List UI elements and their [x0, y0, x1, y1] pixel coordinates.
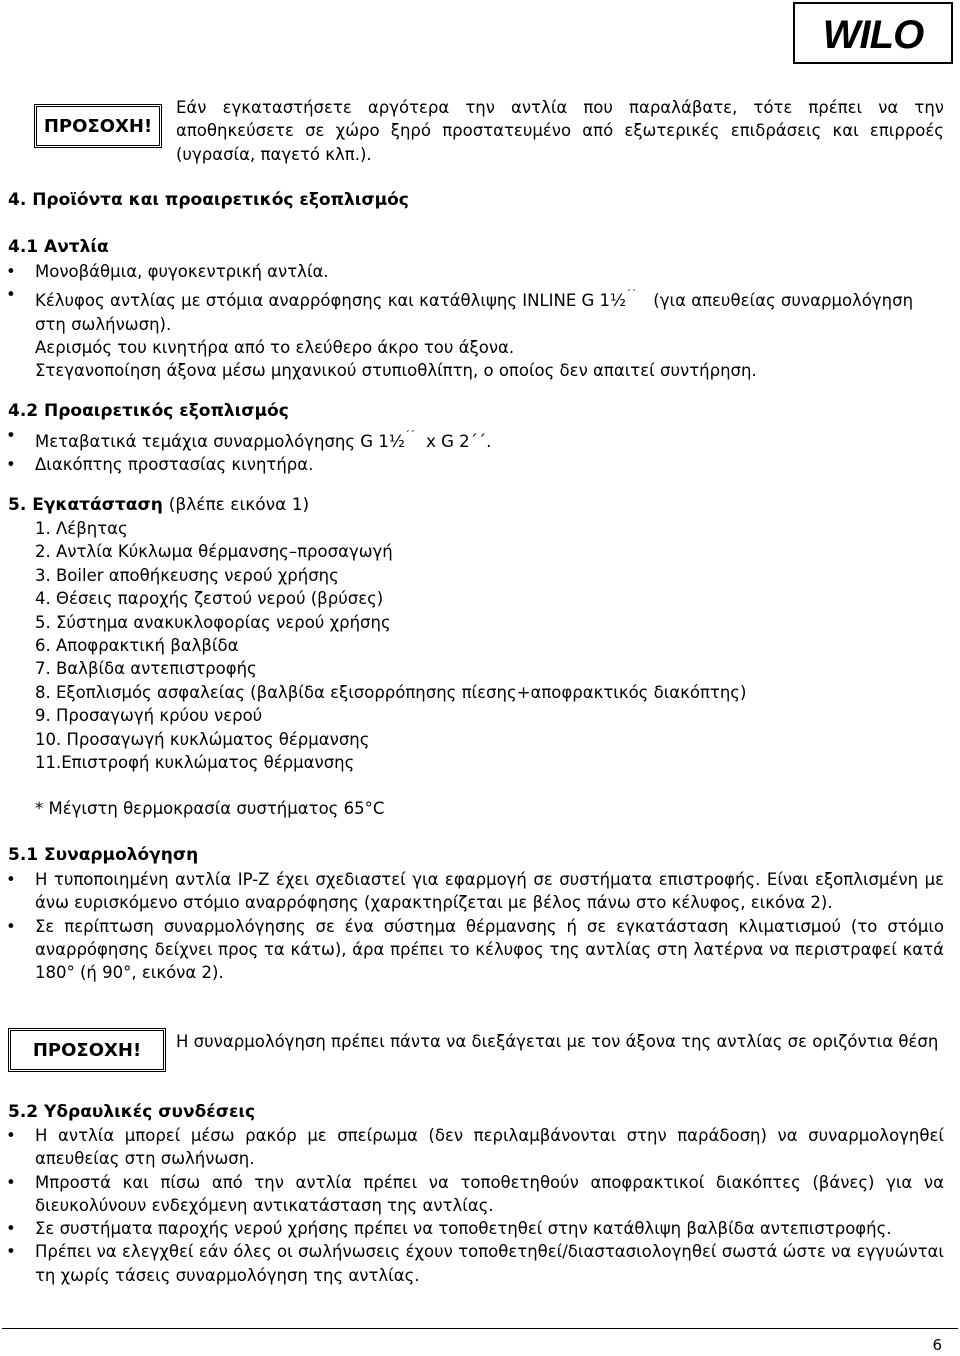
list-item: • Σε συστήματα παροχής νερού χρήσης πρέπει να τοποθετηθεί στην κατάθλιψη βαλβίδα αντεπιστροφής. — [6, 1217, 944, 1240]
list-item: 11.Επιστροφή κυκλώματος θέρμανσης — [35, 752, 355, 772]
footer-divider — [2, 1328, 958, 1329]
list-item: 10. Προσαγωγή κυκλώματος θέρμανσης — [35, 729, 370, 749]
section-5-1-body — [6, 868, 944, 984]
wilo-logo-text: WILO — [822, 13, 924, 57]
section-5-1-title: 5.1 Συναρμολόγηση — [8, 845, 199, 865]
section-4-1-title: 4.1 Αντλία — [8, 237, 109, 257]
list-item: • Διακόπτης προστασίας κινητήρα. — [6, 453, 946, 476]
section-5-title: 5. Εγκατάσταση (βλέπε εικόνα 1) — [8, 495, 310, 515]
list-item: 1. Λέβητας — [35, 519, 128, 538]
list-item: • Σε περίπτωση συναρμολόγησης σε ένα σύστημα θέρμανσης ή σε εγκατάσταση κλιματισμού (το στόμιο αναρρόφησης δείχνει προς τα κάτω), άρα πρέπει το κέλυφος της αντλίας στη λατέρνα να περιστραφεί κατά 180° (ή 90°, εικόνα 2). — [6, 915, 944, 985]
section-5-2-title: 5.2 Υδραυλικές συνδέσεις — [8, 1102, 256, 1122]
section-4-title: 4. Προϊόντα και προαιρετικός εξοπλισμός — [8, 190, 409, 210]
list-item: • Η αντλία μπορεί μέσω ρακόρ με σπείρωμα (δεν περιλαμβάνονται στην παράδοση) να συναρμολογηθεί απευθείας στη σωλήνωση. — [6, 1124, 944, 1171]
list-item: • Η τυποποιημένη αντλία IP-Z έχει σχεδιαστεί για εφαρμογή σε συστήματα επιστροφής. Είναι εξοπλισμένη με άνω ευρισκόμενο στόμιο αναρρόφησης (χαρακτηρίζεται με βέλος πάνω στο κέλυφος, εικόνα 2). — [6, 868, 944, 915]
list-item: • Μπροστά και πίσω από την αντλία πρέπει να τοποθετηθούν αποφρακτικοί διακόπτες (βάνες) για να διευκολύνουν ενδεχόμενη αντικατάσταση της αντλίας. — [6, 1171, 944, 1218]
section-4-2-title: 4.2 Προαιρετικός εξοπλισμός — [8, 401, 289, 421]
section-4-2-body — [6, 424, 946, 477]
warning-text-2: Η συναρμολόγηση πρέπει πάντα να διεξάγεται με τον άξονα της αντλίας σε οριζόντια θέση — [176, 1032, 939, 1051]
list-item: • Μεταβατικά τεμάχια συναρμολόγησης G 1½΄΄ x G 2΄΄. — [6, 424, 946, 453]
list-item: 2. Αντλία Κύκλωμα θέρμανσης–προσαγωγή — [35, 542, 393, 562]
list-item: 3. Boiler αποθήκευσης νερού χρήσης — [35, 565, 339, 585]
seal-line: Στεγανοποίηση άξονα μέσω μηχανικού στυπιοθλίπτη, ο οποίος δεν απαιτεί συντήρηση. — [35, 361, 757, 381]
vent-line: Αερισμός του κινητήρα από το ελεύθερο άκρο του άξονα. — [35, 337, 515, 357]
list-item: 7. Βαλβίδα αντεπιστροφής — [35, 659, 257, 679]
list-item: 6. Αποφρακτική βαλβίδα — [35, 635, 239, 655]
list-item: • Πρέπει να ελεγχθεί εάν όλες οι σωλήνωσεις έχουν τοποθετηθεί/διαστασιολογηθεί σωστά ώστε να εγγυώνται τη χωρίς τάσεις συναρμολόγηση της αντλίας. — [6, 1240, 944, 1287]
list-item: 4. Θέσεις παροχής ζεστού νερού (βρύσες) — [35, 589, 384, 609]
section-4-1-body — [6, 260, 946, 382]
list-item: 5. Σύστημα ανακυκλοφορίας νερού χρήσης — [35, 612, 391, 632]
wilo-logo — [793, 2, 953, 64]
section-5-2-body — [6, 1124, 944, 1287]
list-item: • Μονοβάθμια, φυγοκεντρική αντλία. — [6, 260, 946, 283]
list-item: • Κέλυφος αντλίας με στόμια αναρρόφησης και κατάθλιψης INLINE G 1½΄΄ (για απευθείας συναρμολόγηση στη σωλήνωση). — [6, 283, 946, 336]
warning-label: ΠΡΟΣΟΧΗ! — [34, 104, 162, 148]
list-item: 9. Προσαγωγή κρύου νερού — [35, 706, 263, 726]
page-number: 6 — [932, 1336, 942, 1354]
warning-text: Εάν εγκαταστήσετε αργότερα την αντλία που παραλάβατε, τότε πρέπει να την αποθηκεύσετε σε χώρο ξηρό προστατευμένο από εξωτερικές επιδράσεις και επιρροές (υγρασία, παγετό κλπ.). — [176, 98, 944, 164]
warning-label-2: ΠΡΟΣΟΧΗ! — [8, 1028, 166, 1072]
max-temperature-note: * Μέγιστη θερμοκρασία συστήματος 65°C — [35, 799, 385, 818]
installation-list — [35, 517, 935, 774]
list-item: 8. Εξοπλισμός ασφαλείας (βαλβίδα εξισορρόπησης πίεσης+αποφρακτικός διακόπτης) — [35, 682, 747, 702]
